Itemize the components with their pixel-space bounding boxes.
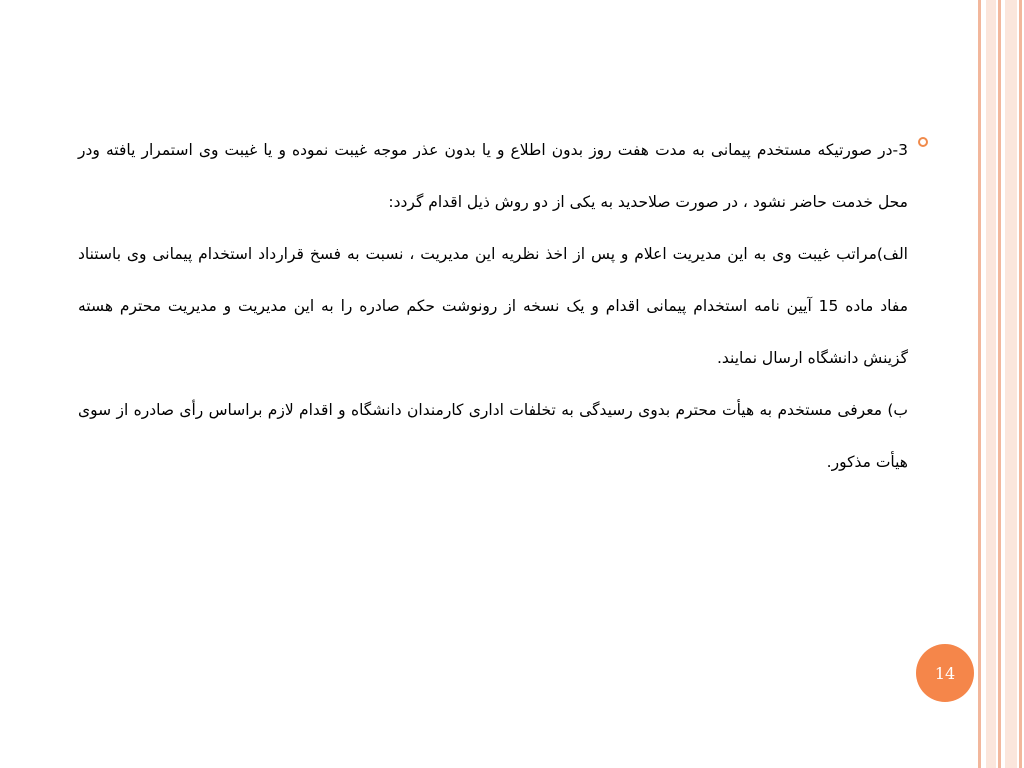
paragraph-rule-3: 3-در صورتیکه مستخدم پیمانی به مدت هفت روز بدون اطلاع و یا بدون عذر موجه غیبت نموده و یا غیبت وی استمرار یافته ودر محل خدمت حاضر نشود ، در صورت صلاحدید به یکی از دو روش ذیل اقدام گردد: <box>78 141 908 211</box>
paragraph-option-b: ب) معرفی مستخدم به هیأت محترم بدوی رسیدگی به تخلفات اداری کارمندان دانشگاه و اقدام لازم براساس رأی صادره از سوی هیأت مذکور. <box>78 401 908 471</box>
circle-bullet-icon <box>918 137 928 147</box>
paragraph-option-a: الف)مراتب غیبت وی به این مدیریت اعلام و پس از اخذ نظریه این مدیریت ، نسبت به فسخ قرارداد استخدام پیمانی وی باستناد مفاد ماده 15 آیین نامه استخدام پیمانی اقدام و یک نسخه از رونوشت حکم صادره را به این مدیریت و مدیریت محترم هسته گزینش دانشگاه ارسال نمایند. <box>78 245 908 367</box>
decorative-stripe <box>978 0 981 768</box>
decorative-stripe <box>986 0 996 768</box>
slide-body <box>78 124 908 488</box>
page-number-badge: 14 <box>916 644 974 702</box>
decorative-stripe <box>1005 0 1017 768</box>
decorative-stripe <box>1019 0 1022 768</box>
decorative-stripe <box>998 0 1001 768</box>
